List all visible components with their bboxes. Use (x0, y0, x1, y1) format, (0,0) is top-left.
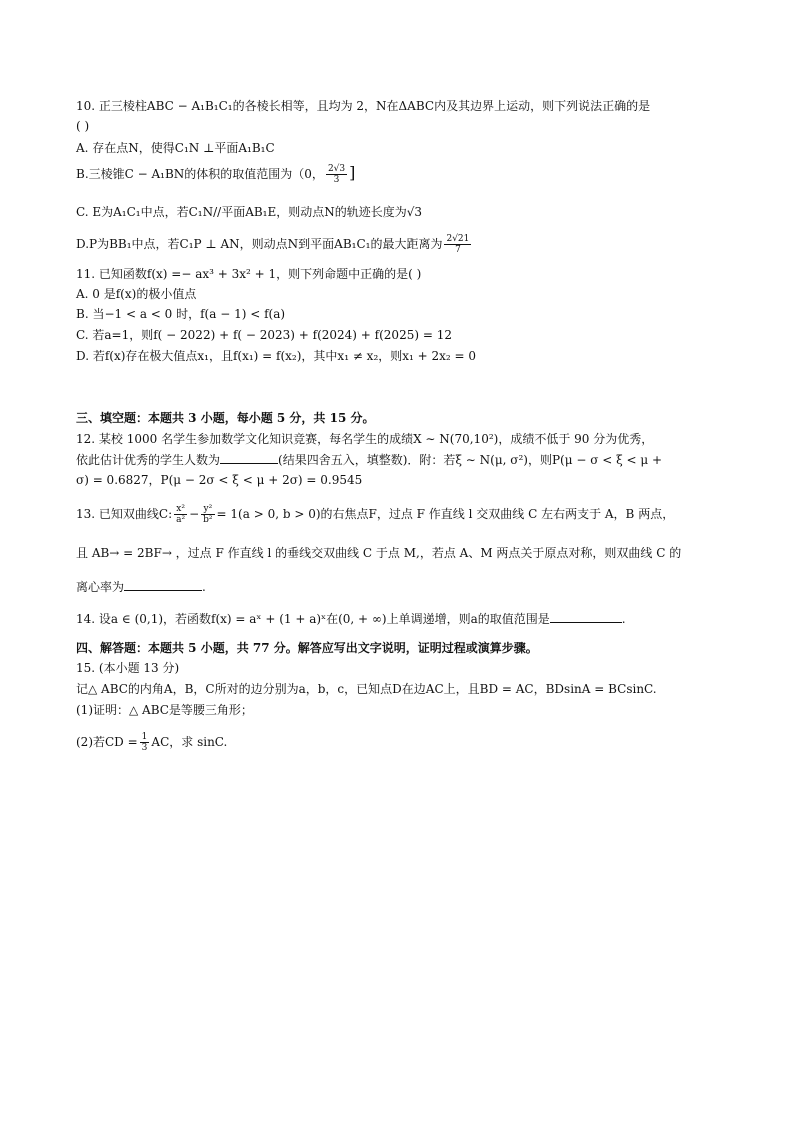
q12-answer-blank (220, 451, 278, 464)
q10-paren: ( ) (76, 119, 90, 133)
q12-line-3: σ) = 0.6827，P(μ − 2σ < ξ < μ + 2σ) = 0.9545 (76, 473, 363, 487)
q13-line-3-b: . (202, 580, 206, 594)
q11-option-d: D. 若f(x)存在极大值点x₁，且f(x₁) = f(x₂)，其中x₁ ≠ x₂，则x₁ + 2x₂ = 0 (76, 349, 477, 363)
q10-option-b-end: ] (349, 163, 356, 182)
fraction-numerator: 2√3 (327, 164, 346, 174)
q12-line-2 (76, 451, 726, 468)
q10-option-d-fraction (444, 234, 471, 255)
q11-option-a: A. 0 是f(x)的极小值点 (76, 287, 197, 301)
q15-part-2-b: AC，求 sinC. (151, 735, 228, 749)
fraction-denominator: 3 (141, 743, 148, 753)
fraction-numerator: 1 (141, 732, 148, 742)
q13-answer-blank (124, 578, 202, 591)
fraction-numerator: y² (201, 504, 214, 515)
fraction-denominator: 7 (455, 245, 461, 255)
q12-line-2-a: 依此估计优秀的学生人数为 (76, 453, 221, 467)
q13-line-2: 且 AB→ = 2BF→ ，过点 F 作直线 l 的垂线交双曲线 C 于点 M,，若点 A、M 两点关于原点对称，则双曲线 C 的 (76, 546, 682, 560)
q12-line-1: 12. 某校 1000 名学生参加数学文化知识竞赛，每名学生的成绩X ∼ N(70,10²)，成绩不低于 90 分为优秀， (76, 432, 654, 446)
q15-part-1: (1)证明：△ ABC是等腰三角形； (76, 703, 253, 717)
q10-option-a: A. 存在点N，使得C₁N ⊥平面A₁B₁C (76, 141, 275, 155)
q10-stem: 10. 正三棱柱ABC − A₁B₁C₁的各棱长相等，且均为 2，N在ΔABC内及其边界上运动，则下列说法正确的是 (76, 99, 651, 113)
q14-answer-blank (550, 610, 622, 623)
q10-option-d (76, 234, 726, 255)
q13-line-3 (76, 578, 726, 595)
fraction-numerator: 2√21 (446, 234, 470, 244)
fraction-denominator: a² (176, 515, 186, 525)
q10-option-b-fraction (326, 164, 347, 185)
q11-option-b: B. 当−1 < a < 0 时，f(a − 1) < f(a) (76, 307, 286, 321)
q10-option-b-text: B.三棱锥C − A₁BN的体积的取值范围为（0， (76, 167, 324, 181)
q13-line-1-a: 13. 已知双曲线C: (76, 507, 173, 521)
q11-option-c: C. 若a=1，则f( − 2022) + f( − 2023) + f(2024) + f(2025) = 12 (76, 328, 452, 342)
q13-line-1-b: = 1(a > 0, b > 0)的右焦点F，过点 F 作直线 l 交双曲线 C 左右两支于 A，B 两点， (216, 507, 675, 521)
section-4-title: 四、解答题：本题共 5 小题，共 77 分。解答应写出文字说明，证明过程或演算步骤。 (76, 641, 538, 655)
q13-minus: − (189, 507, 200, 521)
q12-line-2-b: (结果四舍五入，填整数)．附：若ξ ∼ N(μ, σ²)，则P(μ − σ < ξ < μ + (278, 453, 663, 467)
q15-header: 15. (本小题 13 分) (76, 661, 180, 675)
fraction-numerator: x² (174, 504, 187, 515)
q13-fraction-x (174, 504, 187, 525)
q14-line-b: . (621, 612, 626, 626)
q13-line-3-a: 离心率为 (76, 580, 125, 594)
q15-part-2 (76, 732, 726, 753)
fraction-denominator: b² (203, 515, 213, 525)
section-3-title: 三、填空题：本题共 3 小题，每小题 5 分，共 15 分。 (76, 411, 375, 425)
q15-part-2-a: (2)若CD = (76, 735, 138, 749)
q13-line-1 (76, 504, 726, 525)
q10-option-b (76, 164, 726, 185)
q14-line-a: 14. 设a ∈ (0,1)，若函数f(x) = aˣ + (1 + a)ˣ在(0, + ∞)上单调递增，则a的取值范围是 (76, 612, 550, 626)
q13-fraction-y (201, 504, 214, 525)
q10-option-c: C. E为A₁C₁中点，若C₁N//平面AB₁E，则动点N的轨迹长度为√3 (76, 205, 423, 219)
q10-option-d-text: D.P为BB₁中点，若C₁P ⊥ AN，则动点N到平面AB₁C₁的最大距离为 (76, 237, 443, 251)
fraction-denominator: 3 (333, 175, 340, 185)
q14-line (76, 610, 726, 627)
q11-stem: 11. 已知函数f(x) =− ax³ + 3x² + 1，则下列命题中正确的是( ) (76, 267, 422, 281)
q15-stem: 记△ ABC的内角A，B，C所对的边分别为a，b，c，已知点D在边AC上，且BD = AC，BDsinA = BCsinC. (76, 682, 657, 696)
q15-fraction (140, 732, 150, 753)
